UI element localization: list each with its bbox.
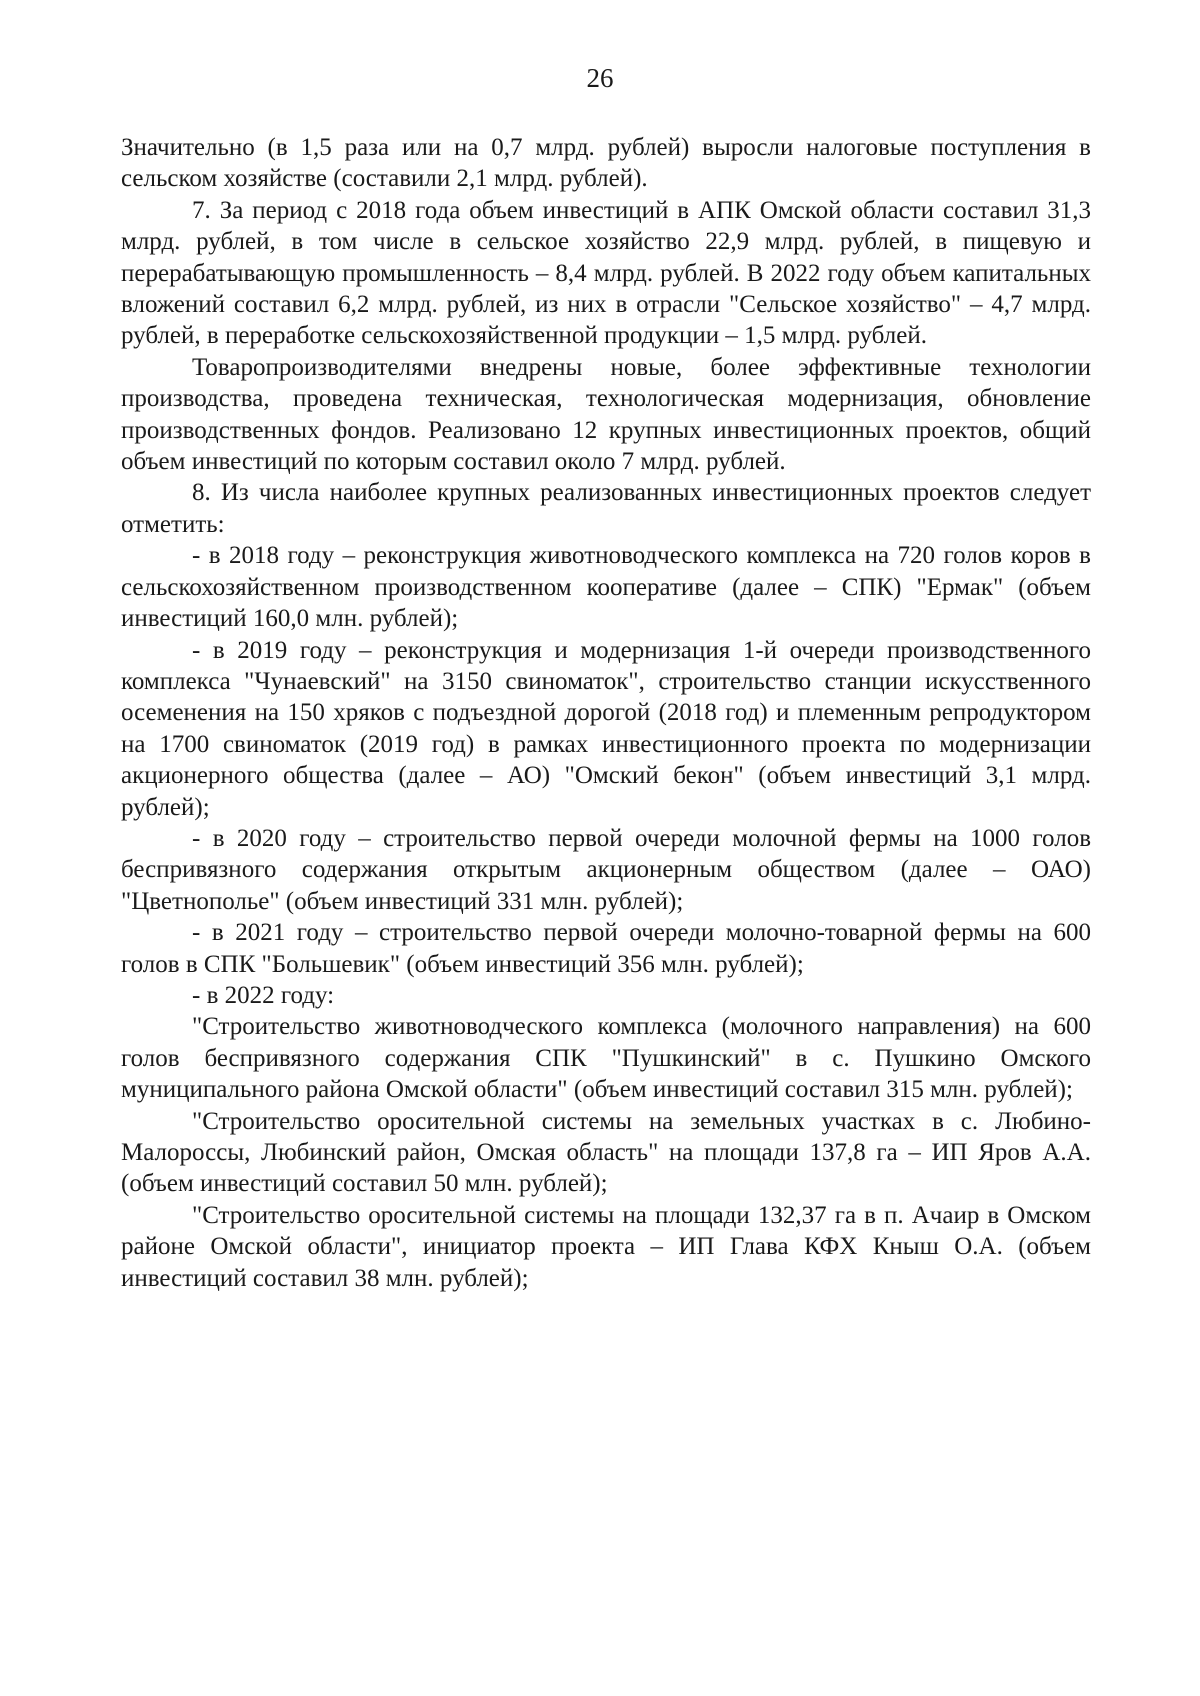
paragraph: 7. За период с 2018 года объем инвестиций в АПК Омской области составил 31,3 млрд. рублей, в том числе в сельское хозяйство 22,9 млрд. рублей, в пищевую и перерабатывающую промышленность – 8,4 млрд. рублей. В 2022 году объем капитальных вложений составил 6,2 млрд. рублей, из них в отрасли "Сельское хозяйство" – 4,7 млрд. рублей, в переработке сельскохозяйственной продукции – 1,5 млрд. рублей. [121,196,1091,350]
paragraph: - в 2020 году – строительство первой очереди молочной фермы на 1000 голов беспривязного содержания открытым акционерным обществом (далее – ОАО) "Цветнополье" (объем инвестиций 331 млн. рублей); [121,824,1091,915]
paragraph: "Строительство животноводческого комплекса (молочного направления) на 600 голов беспривязного содержания СПК "Пушкинский" в с. Пушкино Омского муниципального района Омской области" (объем инвестиций составил 315 млн. рублей); [121,1013,1091,1104]
paragraph: Товаропроизводителями внедрены новые, более эффективные технологии производства, проведена техническая, технологическая модернизация, обновление производственных фондов. Реализовано 12 крупных инвестиционных проектов, общий объем инвестиций по которым составил около 7 млрд. рублей. [121,353,1091,476]
page-number: 26 [586,63,614,93]
paragraph: - в 2018 году – реконструкция животноводческого комплекса на 720 голов коров в сельскохозяйственном производственном кооперативе (далее – СПК) "Ермак" (объем инвестиций 160,0 млн. рублей); [121,542,1091,633]
document-body [121,132,1091,1294]
paragraph: - в 2019 году – реконструкция и модернизация 1-й очереди производственного комплекса "Чунаевский" на 3150 свиноматок", строительство станции искусственного осеменения на 150 хряков с подъездной дорогой (2018 год) и племенным репродуктором на 1700 свиноматок (2019 год) в рамках инвестиционного проекта по модернизации акционерного общества (далее – АО) "Омский бекон" (объем инвестиций 3,1 млрд. рублей); [121,636,1091,821]
paragraph: - в 2021 году – строительство первой очереди молочно-товарной фермы на 600 голов в СПК "Большевик" (объем инвестиций 356 млн. рублей); [121,919,1091,978]
paragraph: 8. Из числа наиболее крупных реализованных инвестиционных проектов следует отметить: [121,479,1091,538]
paragraph: "Строительство оросительной системы на площади 132,37 га в п. Ачаир в Омском районе Омской области", инициатор проекта – ИП Глава КФХ Кныш О.А. (объем инвестиций составил 38 млн. рублей); [121,1201,1091,1292]
paragraph: - в 2022 году: [192,981,335,1009]
paragraph: Значительно (в 1,5 раза или на 0,7 млрд. рублей) выросли налоговые поступления в сельском хозяйстве (составили 2,1 млрд. рублей). [121,134,1091,193]
paragraph: "Строительство оросительной системы на земельных участках в с. Любино-Малороссы, Любинский район, Омская область" на площади 137,8 га – ИП Яров А.А. (объем инвестиций составил 50 млн. рублей); [121,1107,1091,1198]
